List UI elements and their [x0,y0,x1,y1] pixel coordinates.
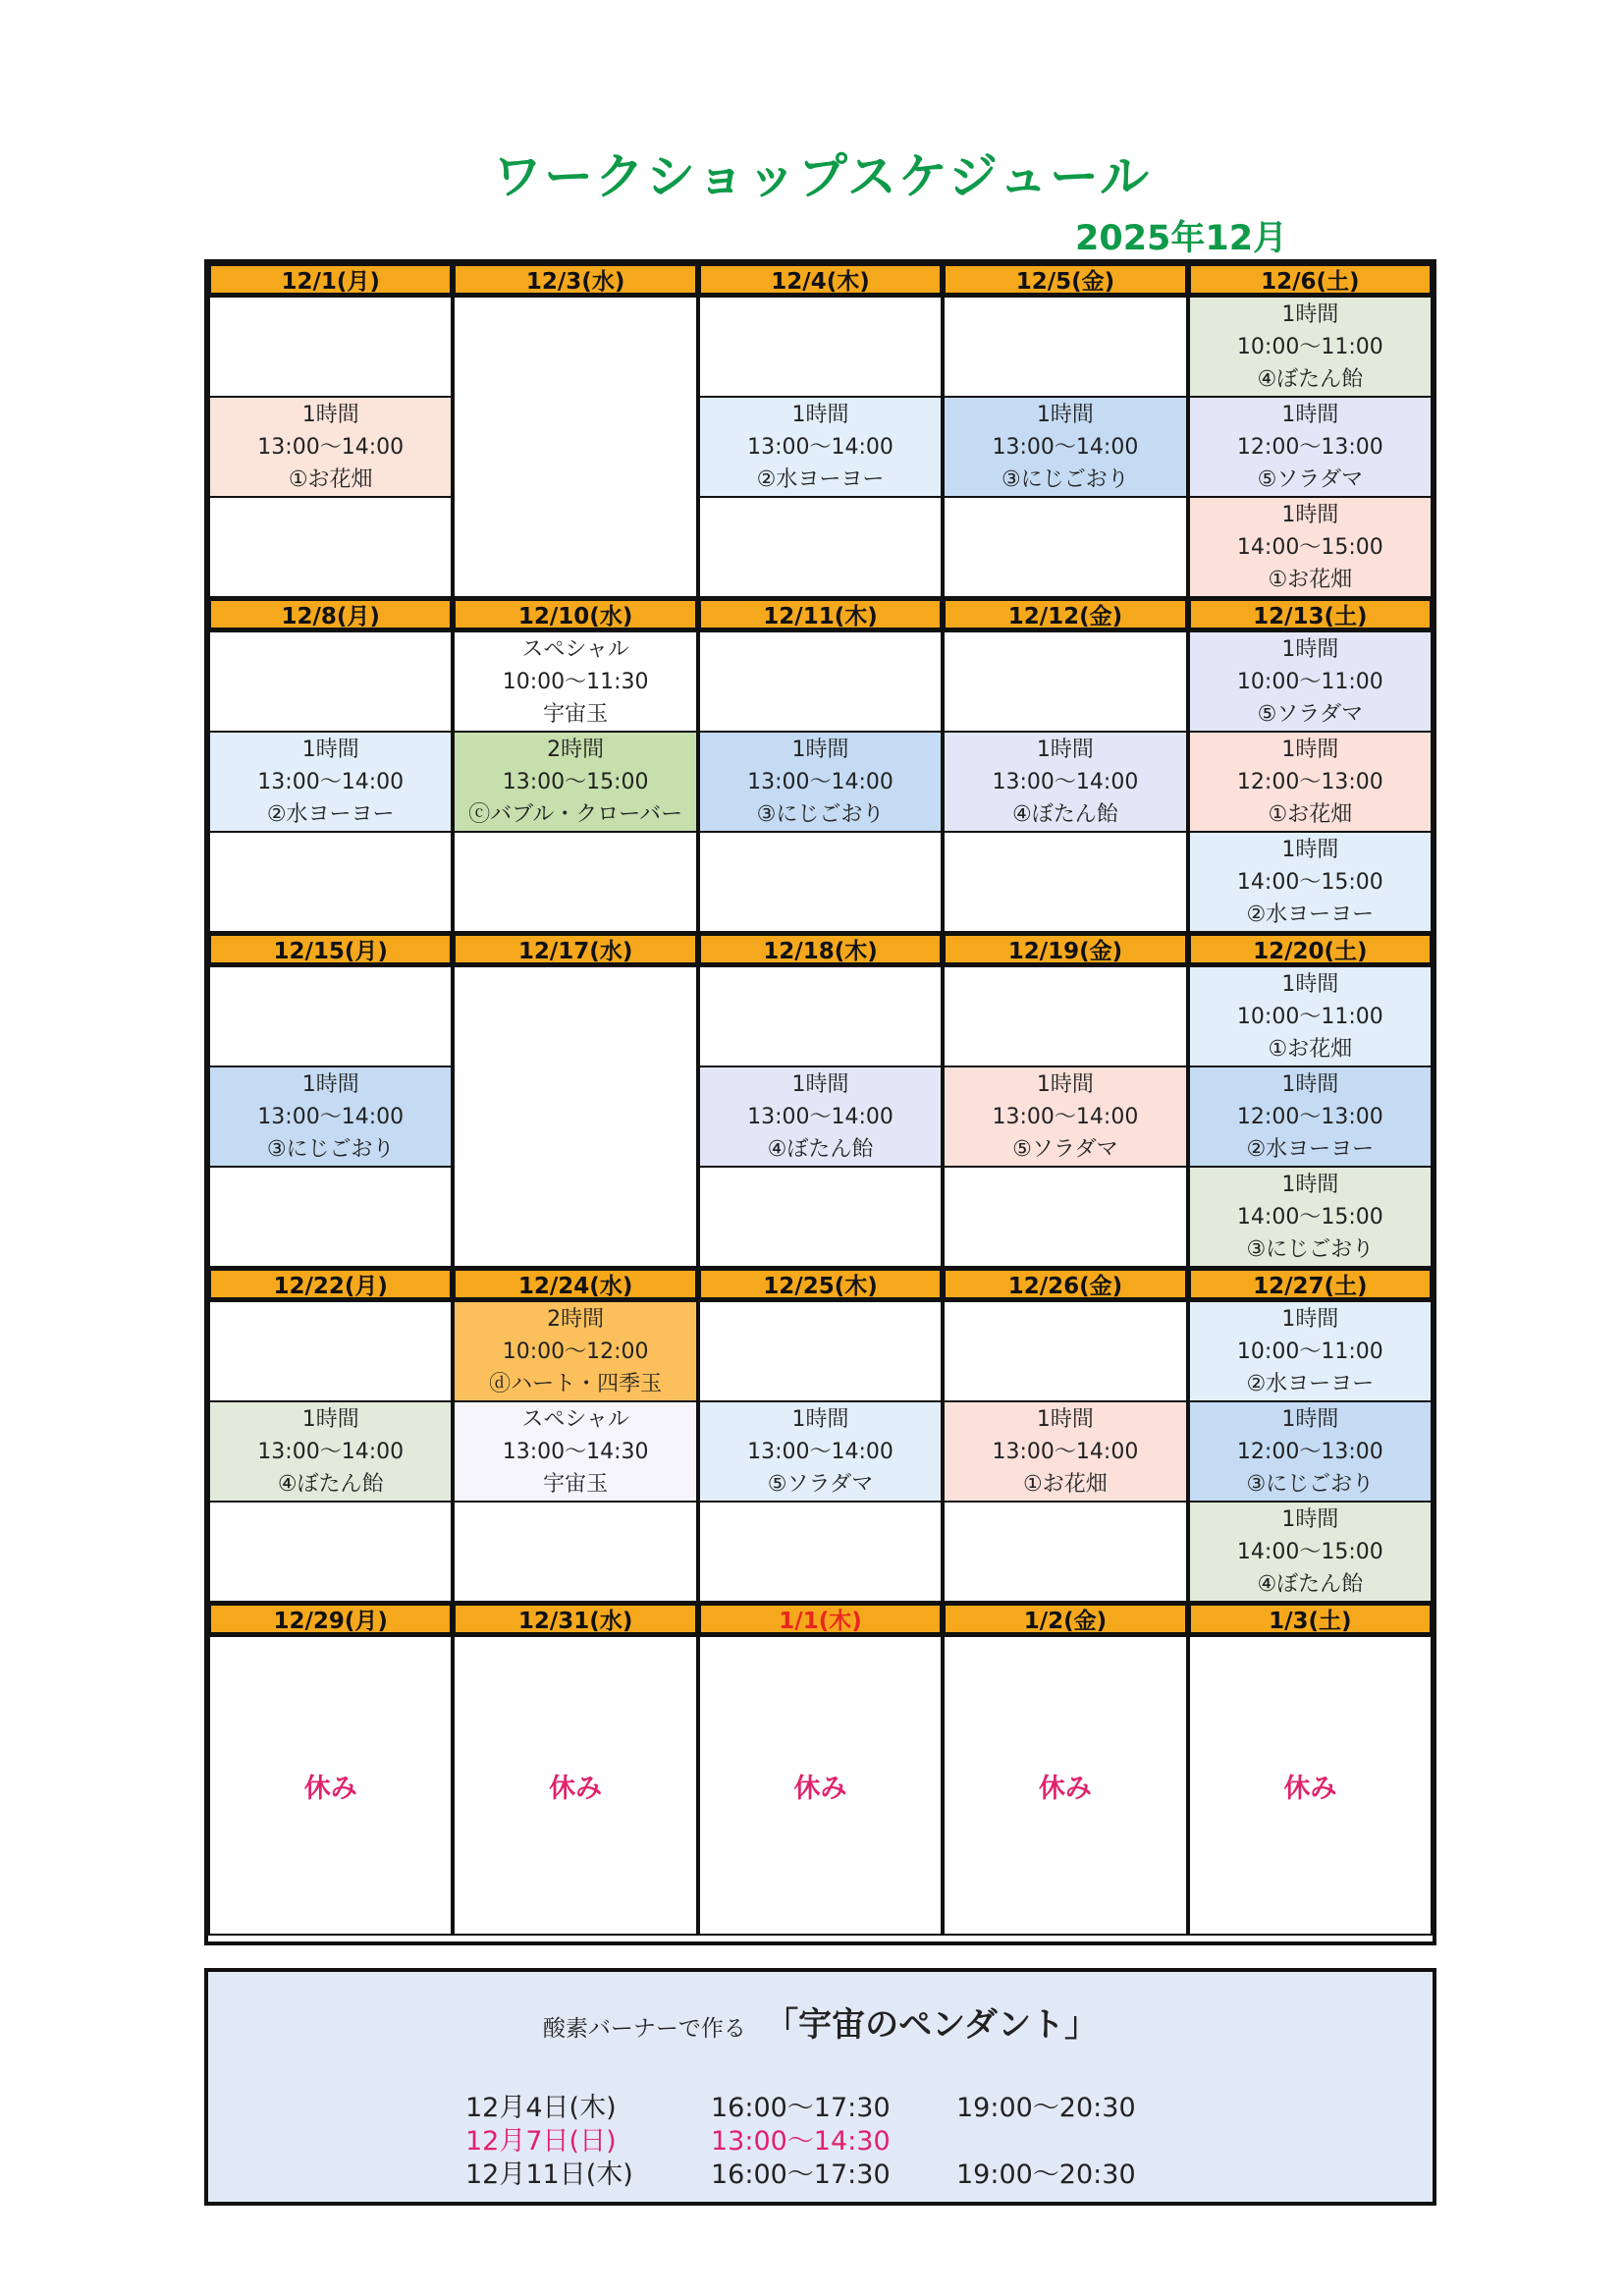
slot-workshop-name: ⓓハート・四季玉 [489,1371,663,1396]
day-cell [208,965,453,1268]
workshop-slot [700,1400,941,1501]
slot-duration: 1時間 [1281,1506,1339,1532]
day-cell [943,296,1187,598]
empty-slot [700,831,941,931]
slot-workshop-name: 宇宙玉 [543,701,609,727]
closed-day: 休み [1188,1635,1433,1936]
workshop-slot [1190,731,1431,831]
slot-workshop-name: ③にじごおり [1001,466,1129,492]
day-header: 12/19(金) [943,933,1187,965]
day-header: 1/2(金) [943,1603,1187,1635]
empty-slot [945,298,1185,396]
workshop-slot [455,1400,695,1501]
workshop-slot [1190,967,1431,1066]
empty-slot [210,298,451,396]
slot-workshop-name: ①お花畑 [1268,801,1353,827]
empty-slot [455,497,695,596]
slot-duration: 1時間 [1281,837,1339,862]
slot-workshop-name: ④ぼたん飴 [277,1471,384,1497]
workshop-slot [210,1400,451,1501]
workshop-slot [1190,1066,1431,1166]
empty-slot [700,967,941,1066]
day-header: 12/27(土) [1188,1268,1433,1300]
empty-slot [210,1501,451,1601]
pendant-schedule-row [465,2121,1136,2155]
pendant-time: 19:00〜20:30 [956,2092,1136,2123]
workshop-slot [945,396,1185,496]
empty-slot [700,1166,941,1266]
slot-time: 13:00〜14:00 [257,434,405,460]
empty-slot [945,1166,1185,1266]
day-header: 1/3(土) [1188,1603,1433,1635]
slot-duration: スペシャル [521,636,629,662]
slot-time: 13:00〜14:00 [747,1104,893,1129]
day-cell [943,965,1187,1268]
day-cell [698,965,943,1268]
workshop-slot [455,731,695,831]
slot-duration: 1時間 [301,737,359,762]
workshop-slot [455,1302,695,1400]
calendar-week [208,1268,1433,1603]
day-header-holiday: 1/1(木) [698,1603,943,1635]
empty-slot [210,967,451,1066]
empty-slot [455,1167,695,1266]
closed-day: 休み [698,1635,943,1936]
day-header: 12/5(金) [943,263,1187,296]
day-cell [453,630,697,933]
pendant-time: 16:00〜17:30 [711,2092,891,2123]
workshop-slot [700,396,941,496]
empty-slot [210,831,451,931]
slot-time: 10:00〜11:00 [1236,334,1383,359]
slot-time: 13:00〜14:00 [747,434,893,460]
empty-slot [700,1302,941,1400]
day-header: 12/8(月) [208,598,453,630]
calendar-grid [204,259,1436,1945]
week-header-row [208,598,1433,630]
slot-time: 10:00〜11:30 [502,669,649,694]
slot-duration: 2時間 [547,1306,605,1332]
slot-time: 13:00〜14:00 [992,1439,1139,1464]
slot-workshop-name: ⑤ソラダマ [767,1471,874,1497]
slot-duration: 1時間 [1281,1306,1339,1332]
slot-time: 12:00〜13:00 [1236,434,1383,460]
slot-time: 13:00〜14:00 [992,434,1139,460]
closed-day: 休み [453,1635,697,1936]
closed-day: 休み [943,1635,1187,1936]
slot-time: 10:00〜11:00 [1236,1004,1383,1029]
slot-duration: 1時間 [791,402,849,427]
slot-workshop-name: ③にじごおり [756,801,885,827]
slot-workshop-name: ⑤ソラダマ [1257,701,1364,727]
workshop-slot [700,1066,941,1166]
calendar-week [208,598,1433,933]
day-header: 12/24(水) [453,1268,697,1300]
slot-time: 13:00〜14:00 [257,769,405,794]
slot-duration: 1時間 [1036,737,1094,762]
workshop-slot [945,1066,1185,1166]
slot-time: 14:00〜15:00 [1236,1539,1383,1564]
day-cell [208,1300,453,1603]
workshop-slot [1190,1302,1431,1400]
slot-workshop-name: ①お花畑 [1023,1471,1108,1497]
day-header: 12/25(木) [698,1268,943,1300]
day-header: 12/22(月) [208,1268,453,1300]
week-body-row [208,1300,1433,1603]
empty-slot [455,298,695,397]
day-header: 12/3(水) [453,263,697,296]
closed-week [208,1603,1433,1936]
slot-workshop-name: ②水ヨーヨー [266,801,395,827]
workshop-slot [945,731,1185,831]
day-cell [1188,630,1433,933]
calendar-week [208,933,1433,1268]
slot-duration: 1時間 [301,402,359,427]
empty-slot [455,831,695,931]
workshop-slot [700,731,941,831]
slot-duration: 1時間 [791,1071,849,1097]
week-body-row [208,965,1433,1268]
slot-workshop-name: ③にじごおり [266,1136,395,1162]
slot-workshop-name: ④ぼたん飴 [1257,366,1364,392]
month-label: 2025年12月 [1075,219,1288,258]
slot-workshop-name: ⑤ソラダマ [1257,466,1364,492]
slot-workshop-name: ②水ヨーヨー [1246,902,1375,927]
day-cell [208,296,453,598]
week-body-row [208,630,1433,933]
slot-time: 12:00〜13:00 [1236,769,1383,794]
day-cell [208,630,453,933]
week-header-row [208,933,1433,965]
slot-time: 13:00〜14:30 [502,1439,649,1464]
pendant-date: 12月7日(日) [465,2125,617,2157]
day-cell [943,630,1187,933]
slot-workshop-name: ①お花畑 [1268,1036,1353,1062]
slot-time: 12:00〜13:00 [1236,1104,1383,1129]
day-header: 12/15(月) [208,933,453,965]
empty-slot [210,632,451,731]
day-header: 12/1(月) [208,263,453,296]
weeks-container [208,263,1433,1603]
day-header: 12/4(木) [698,263,943,296]
day-header: 12/17(水) [453,933,697,965]
slot-duration: 1時間 [1036,1071,1094,1097]
slot-duration: 1時間 [1281,1071,1339,1097]
slot-duration: 2時間 [547,737,605,762]
workshop-slot [1190,831,1431,931]
closed-day: 休み [208,1635,453,1936]
day-header: 12/13(土) [1188,598,1433,630]
day-cell [453,1300,697,1603]
closed-week-header [208,1603,1433,1635]
empty-slot [700,496,941,596]
slot-time: 13:00〜14:00 [257,1104,405,1129]
empty-slot [700,1501,941,1601]
workshop-slot [210,396,451,496]
slot-duration: 1時間 [1281,1172,1339,1197]
day-header: 12/29(月) [208,1603,453,1635]
workshop-slot [210,1066,451,1166]
slot-workshop-name: ①お花畑 [1268,567,1353,592]
pendant-time: 19:00〜20:30 [956,2159,1136,2190]
empty-slot [210,496,451,596]
slot-workshop-name: ③にじごおり [1246,1236,1375,1262]
calendar-week [208,263,1433,598]
pendant-name: 「宇宙のペンダント」 [765,2005,1099,2045]
workshop-slot [945,1400,1185,1501]
empty-slot [945,632,1185,731]
closed-week-body [208,1635,1433,1936]
pendant-time: 16:00〜17:30 [711,2159,891,2190]
slot-duration: 1時間 [1281,1406,1339,1432]
slot-workshop-name: ④ぼたん飴 [767,1136,874,1162]
workshop-slot [1190,298,1431,396]
pendant-date: 12月4日(木) [465,2092,617,2123]
slot-duration: 1時間 [1036,1406,1094,1432]
empty-slot [945,496,1185,596]
slot-workshop-name: ⑤ソラダマ [1012,1136,1118,1162]
empty-slot [945,831,1185,931]
pendant-title [208,1997,1433,2046]
slot-workshop-name: ②水ヨーヨー [1246,1371,1375,1396]
day-header: 12/20(土) [1188,933,1433,965]
empty-slot [210,1302,451,1400]
empty-slot [455,1066,695,1166]
workshop-slot [455,632,695,731]
slot-duration: 1時間 [1281,502,1339,527]
empty-slot [945,967,1185,1066]
day-header: 12/6(土) [1188,263,1433,296]
day-cell [698,630,943,933]
empty-slot [945,1501,1185,1601]
day-header: 12/18(木) [698,933,943,965]
pendant-schedule-row [465,2088,1136,2121]
workshop-slot [1190,396,1431,496]
day-cell [453,296,697,598]
empty-slot [455,397,695,496]
slot-time: 10:00〜12:00 [502,1339,649,1364]
slot-duration: 1時間 [1281,971,1339,997]
page-title: ワークショップスケジュール [493,148,1151,205]
slot-time: 13:00〜14:00 [992,769,1139,794]
slot-time: 12:00〜13:00 [1236,1439,1383,1464]
slot-duration: 1時間 [1281,737,1339,762]
empty-slot [210,1166,451,1266]
workshop-slot [1190,1166,1431,1266]
slot-duration: 1時間 [1281,301,1339,327]
slot-duration: 1時間 [301,1406,359,1432]
day-header: 12/10(水) [453,598,697,630]
slot-time: 14:00〜15:00 [1236,869,1383,895]
slot-time: 14:00〜15:00 [1236,1204,1383,1230]
slot-duration: スペシャル [521,1406,629,1432]
pendant-schedule [465,2088,1136,2188]
slot-time: 13:00〜14:00 [747,1439,893,1464]
day-cell [943,1300,1187,1603]
workshop-slot [1190,496,1431,596]
slot-time: 14:00〜15:00 [1236,534,1383,560]
pendant-intro: 酸素バーナーで作る [542,2016,746,2042]
slot-time: 10:00〜11:00 [1236,1339,1383,1364]
slot-workshop-name: ⓒバブル・クローバー [468,801,683,827]
day-cell [698,296,943,598]
slot-workshop-name: 宇宙玉 [543,1471,609,1497]
pendant-time: 13:00〜14:30 [711,2125,891,2157]
slot-duration: 1時間 [1281,636,1339,662]
workshop-slot [210,731,451,831]
slot-workshop-name: ④ぼたん飴 [1012,801,1118,827]
slot-duration: 1時間 [301,1071,359,1097]
day-header: 12/11(木) [698,598,943,630]
slot-workshop-name: ①お花畑 [288,466,373,492]
pendant-info-box [204,1968,1436,2206]
slot-duration: 1時間 [1281,402,1339,427]
empty-slot [455,967,695,1066]
pendant-date: 12月11日(木) [465,2159,633,2190]
slot-time: 13:00〜14:00 [747,769,893,794]
empty-slot [945,1302,1185,1400]
empty-slot [700,632,941,731]
workshop-slot [1190,1400,1431,1501]
slot-time: 13:00〜14:00 [257,1439,405,1464]
day-cell [453,965,697,1268]
day-cell [698,1300,943,1603]
slot-workshop-name: ③にじごおり [1246,1471,1375,1497]
pendant-schedule-row [465,2155,1136,2188]
week-body-row [208,296,1433,598]
workshop-slot [1190,632,1431,731]
day-header: 12/26(金) [943,1268,1187,1300]
day-cell [1188,1300,1433,1603]
day-cell [1188,965,1433,1268]
slot-workshop-name: ②水ヨーヨー [1246,1136,1375,1162]
slot-workshop-name: ②水ヨーヨー [756,466,885,492]
slot-time: 13:00〜14:00 [992,1104,1139,1129]
slot-duration: 1時間 [1036,402,1094,427]
slot-duration: 1時間 [791,737,849,762]
day-header: 12/12(金) [943,598,1187,630]
empty-slot [700,298,941,396]
slot-workshop-name: ④ぼたん飴 [1257,1571,1364,1597]
week-header-row [208,1268,1433,1300]
week-header-row [208,263,1433,296]
slot-duration: 1時間 [791,1406,849,1432]
empty-slot [455,1501,695,1601]
slot-time: 10:00〜11:00 [1236,669,1383,694]
day-header: 12/31(水) [453,1603,697,1635]
slot-time: 13:00〜15:00 [502,769,649,794]
workshop-slot [1190,1501,1431,1601]
day-cell [1188,296,1433,598]
